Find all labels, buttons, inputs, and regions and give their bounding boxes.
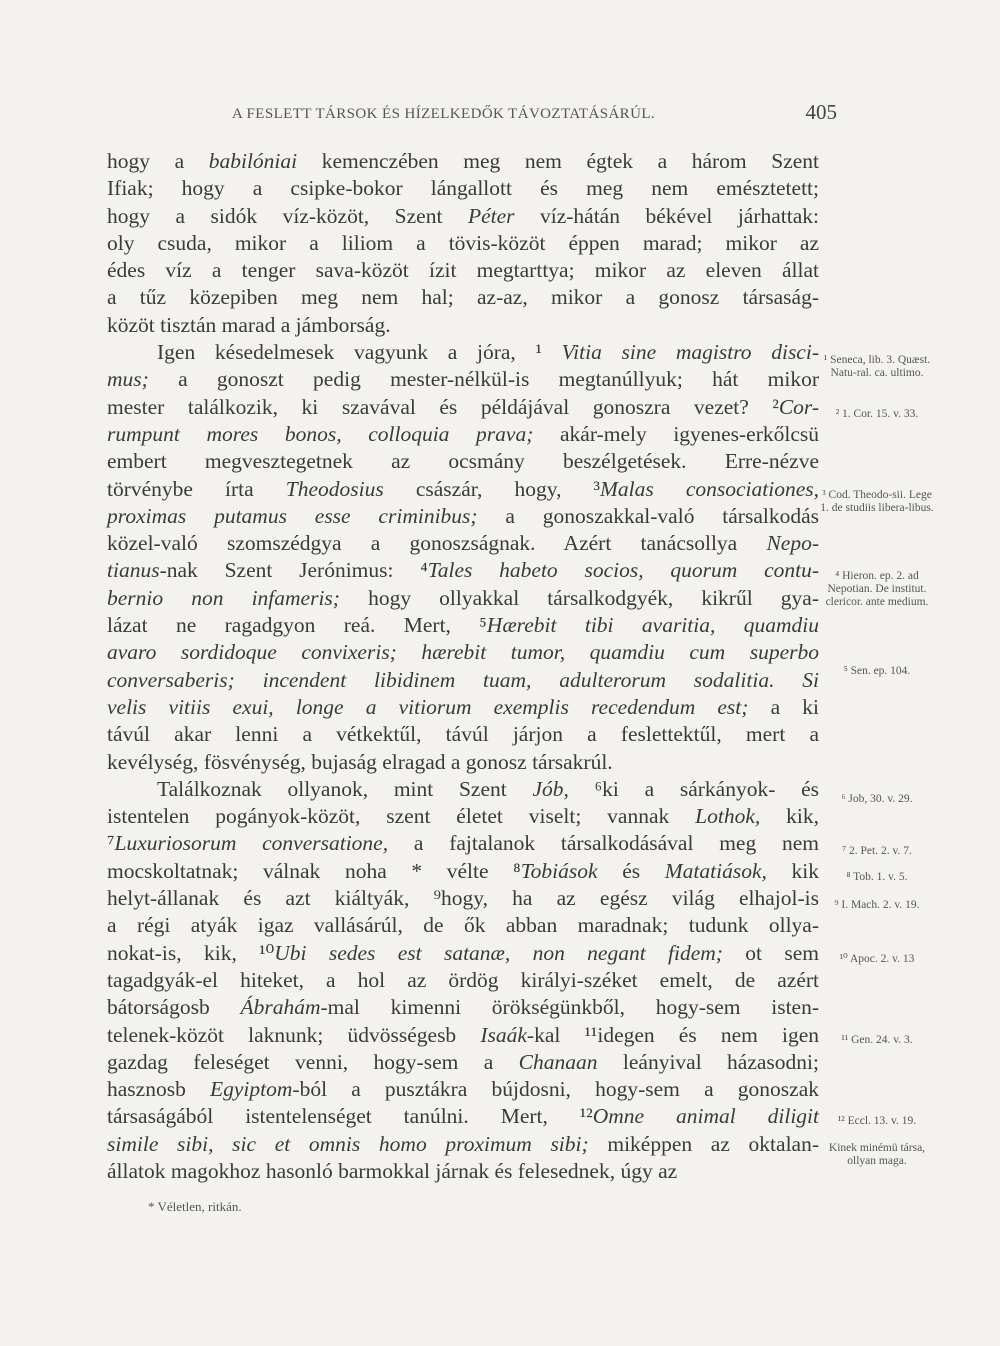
text-line [107, 339, 819, 366]
text-run: telenek-közöt laknunk; üdvösségesb [107, 1022, 481, 1047]
italic-text: bernio non infameris; [107, 585, 340, 610]
text-run: kik, [760, 804, 819, 829]
italic-text: Tobiások [520, 858, 598, 883]
text-run: távúl akar lenni a vétkektűl, távúl járjon a feslettektűl, mert a [107, 722, 819, 747]
text-line [107, 803, 819, 830]
text-run: ot sem [722, 940, 820, 965]
text-line [107, 994, 819, 1021]
running-title: A FESLETT TÁRSOK ÉS HÍZELKEDŐK TÁVOZTATÁSÁRÚL. [232, 106, 656, 122]
text-run: oly csuda, mikor a liliom a tövis-közöt éppen marad; mikor az [107, 230, 819, 255]
italic-text: Cor- [778, 394, 819, 419]
text-run: kemenczében meg nem égtek a három Szent [297, 149, 820, 173]
margin-note: ⁴ Hieron. ep. 2. ad Nepotian. De institut. clericor. ante medium. [825, 570, 929, 608]
italic-text: Tales habeto socios, quorum contu- [427, 558, 819, 583]
text-line [107, 639, 819, 666]
italic-text: velis vitiis exui, longe a vitiorum exemplis recedendum est; [107, 694, 749, 719]
italic-text: simile sibi, sic et omnis homo proximum sibi; [107, 1131, 589, 1156]
text-run: akár-mely igyenes-erkőlcsü [533, 421, 819, 446]
italic-text: tianus [107, 558, 160, 583]
italic-text: babilóniai [208, 149, 298, 173]
margin-note: ³ Cod. Theodo-sii. Lege 1. de studiis libera-libus. [820, 489, 934, 514]
text-run: miképpen az oktalan- [588, 1131, 820, 1156]
text-run: hogy ollyakkal társalkodgyék, kikrűl gya- [339, 585, 819, 610]
margin-note: ⁷ 2. Pet. 2. v. 7. [842, 845, 912, 857]
text-run: állatok magokhoz hasonló barmokkal járnak és felesednek, úgy az [107, 1158, 678, 1183]
italic-text: rumpunt mores bonos, colloquia prava; [107, 421, 534, 446]
text-line [107, 1103, 819, 1130]
text-run: -ból a pusztákra bújdosni, hogy-sem a gonoszak [292, 1077, 819, 1102]
italic-text: Chanaan [518, 1049, 598, 1074]
text-run: helyt-állanak és azt kiáltyák, ⁹hogy, ha az egész világ elhajol-is [107, 886, 819, 911]
text-run: leányival házasodni; [597, 1049, 819, 1074]
text-run: hasznosb [107, 1077, 210, 1102]
text-run: mocskoltatnak; válnak noha * vélte ⁸ [107, 858, 521, 883]
text-line [107, 940, 819, 967]
text-line [107, 585, 819, 612]
text-line [107, 557, 819, 584]
margin-note: ⁸ Tob. 1. v. 5. [846, 871, 908, 883]
italic-text: Malas consociationes, [600, 476, 819, 501]
body-text [107, 148, 819, 1185]
text-line [107, 912, 819, 939]
text-run: mester találkozik, ki szavával és példájával gonoszra vezet? ² [107, 394, 779, 419]
italic-text: Matatiások, [664, 858, 767, 883]
italic-text: Luxuriosorum conversatione, [114, 831, 389, 856]
text-run: víz-hátán békével járhattak: [514, 203, 819, 228]
text-line [107, 1022, 819, 1049]
text-run: a gonoszt pedig mester-nélkül-is megtanúllyuk; hát mikor [148, 367, 819, 392]
text-run: Ifiak; hogy a csipke-bokor lángallott és meg nem emésztetett; [107, 176, 819, 201]
italic-text: conversaberis; incendent libidinem tuam, adulterorum sodalitia. Si [107, 667, 819, 692]
text-run: és [597, 858, 665, 883]
text-line [107, 612, 819, 639]
text-line [107, 175, 819, 202]
italic-text: mus; [107, 367, 149, 392]
text-line [107, 721, 819, 748]
text-line [107, 312, 819, 339]
text-line [107, 257, 819, 284]
text-run: a gonoszakkal-való társalkodás [477, 503, 819, 528]
margin-note: Kinek minémü társa, ollyan maga. [828, 1142, 926, 1167]
italic-text: Ábrahám [240, 995, 321, 1020]
text-line [107, 284, 819, 311]
text-line [107, 1049, 819, 1076]
italic-text: Hærebit tibi avaritia, quamdiu [486, 613, 819, 638]
italic-text: Vitia sine magistro disci- [561, 340, 819, 365]
text-run: tagadgyák-el hiteket, a hol az ördög királyi-széket emelt, de azért [107, 967, 819, 992]
text-line [107, 1158, 819, 1185]
text-line [107, 776, 819, 803]
text-run: a ki [748, 694, 819, 719]
text-run: törvénybe írta [107, 476, 286, 501]
text-line [107, 421, 819, 448]
italic-text: Nepo- [766, 531, 819, 556]
text-run: a fajtalanok társalkodásával meg nem [388, 831, 820, 856]
margin-note: ¹ Seneca, lib. 3. Quæst. Natu-ral. ca. ultimo. [823, 354, 931, 379]
margin-note: ¹¹ Gen. 24. v. 3. [841, 1034, 913, 1046]
text-line [107, 858, 819, 885]
text-line [107, 667, 819, 694]
text-run: gazdag feleséget venni, hogy-sem a [107, 1049, 519, 1074]
text-run: kevélység, fösvénység, bujaság elragad a gonosz társakrúl. [107, 749, 613, 774]
italic-text: proximas putamus esse criminibus; [107, 503, 478, 528]
italic-text: Jób, [532, 776, 569, 801]
text-line [107, 448, 819, 475]
text-line [107, 148, 819, 175]
text-run: társaságából istentelenséget tanúlni. Mert, ¹² [107, 1104, 593, 1129]
text-run: közöt tisztán marad a jámborság. [107, 312, 391, 337]
text-run: közel-való szomszédgya a gonoszságnak. Azért tanácsollya [107, 531, 767, 556]
page-number: 405 [805, 100, 837, 124]
margin-note: ⁹ I. Mach. 2. v. 19. [834, 899, 920, 911]
text-run: császár, hogy, ³ [383, 476, 600, 501]
text-run: nokat-is, kik, ¹⁰ [107, 940, 275, 965]
text-line [107, 885, 819, 912]
margin-notes [818, 0, 938, 1346]
text-line [107, 476, 819, 503]
text-line [107, 967, 819, 994]
italic-text: Omne animal diligit [592, 1104, 819, 1129]
italic-text: Ubi sedes est satanæ, non negant fidem; [274, 940, 723, 965]
margin-note: ¹⁰ Apoc. 2. v. 13 [839, 953, 915, 965]
page-header [232, 100, 837, 130]
text-run: hogy a [107, 149, 209, 173]
text-line [107, 503, 819, 530]
text-line [107, 1131, 819, 1158]
margin-note: ² 1. Cor. 15. v. 33. [835, 408, 919, 420]
text-run: bátorságosb [107, 995, 241, 1020]
text-run: lázat ne ragadgyon reá. Mert, ⁵ [107, 613, 487, 638]
italic-text: Isaák [480, 1022, 527, 1047]
text-run: Igen késedelmesek vagyunk a jóra, ¹ [157, 340, 562, 365]
text-run: kik [766, 858, 819, 883]
margin-note: ¹² Eccl. 13. v. 19. [837, 1115, 917, 1127]
italic-text: Péter [467, 203, 515, 228]
text-run: Találkoznak ollyanok, mint Szent [157, 776, 533, 801]
text-run: ⁷ [107, 831, 115, 856]
italic-text: Theodosius [285, 476, 384, 501]
text-run: hogy a sidók víz-közöt, Szent [107, 203, 468, 228]
text-run: -nak Szent Jerónimus: ⁴ [159, 558, 428, 583]
text-line [107, 394, 819, 421]
text-line [107, 530, 819, 557]
italic-text: Egyiptom [210, 1077, 293, 1102]
italic-text: avaro sordidoque convixeris; hærebit tumor, quamdiu cum superbo [107, 640, 819, 665]
text-run: embert megvesztegetnek az ocsmány beszélgetések. Erre-nézve [107, 449, 819, 474]
text-run: ⁶ki a sárkányok- és [568, 776, 819, 801]
italic-text: Lothok, [695, 804, 761, 829]
text-run: -kal ¹¹idegen és nem igen [526, 1022, 819, 1047]
text-run: a tűz közepiben meg nem hal; az-az, mikor a gonosz társaság- [107, 285, 819, 310]
text-run: a régi atyák igaz vallásárúl, de ők abban maradnak; tudunk ollya- [107, 913, 819, 938]
text-line [107, 694, 819, 721]
text-line [107, 1076, 819, 1103]
text-run: istentelen pogányok-közöt, szent életet viselt; vannak [107, 804, 696, 829]
margin-note: ⁶ Job, 30. v. 29. [841, 793, 913, 805]
margin-note: ⁵ Sen. ep. 104. [843, 665, 911, 677]
footnote: * Véletlen, ritkán. [148, 1199, 242, 1214]
text-run: édes víz a tenger sava-közöt ízit megtarttya; mikor az eleven állat [107, 258, 819, 283]
text-line [107, 830, 819, 857]
text-run: -mal kimenni örökségünkből, hogy-sem isten- [320, 995, 819, 1020]
text-line [107, 203, 819, 230]
text-line [107, 749, 819, 776]
text-line [107, 230, 819, 257]
text-line [107, 366, 819, 393]
